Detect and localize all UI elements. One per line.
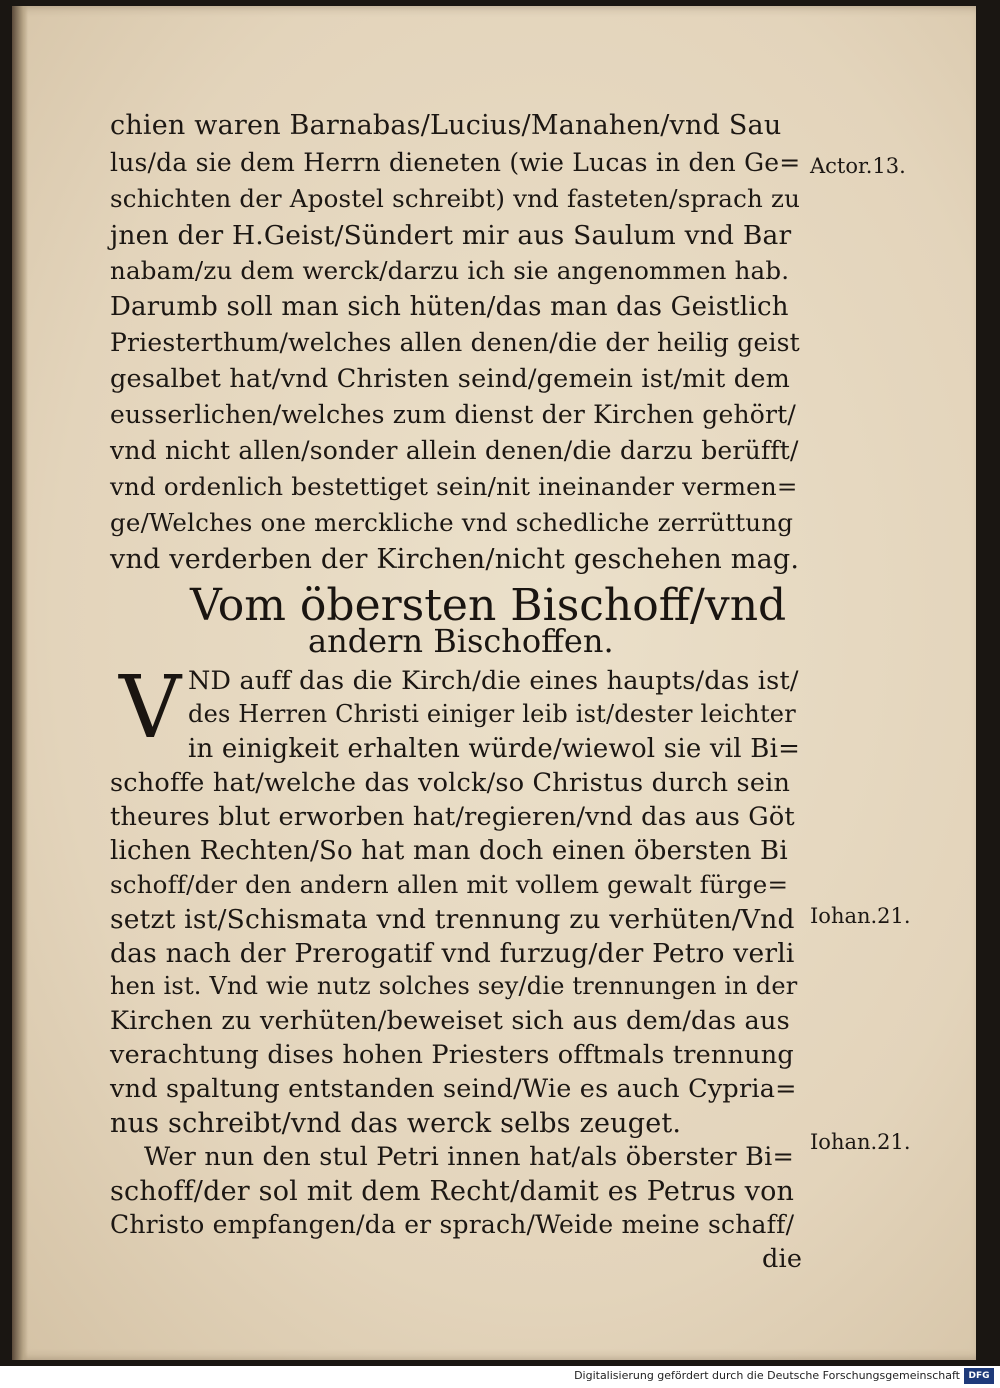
text-line: Darumb soll man sich hüten/das man das Geistlich (110, 292, 789, 322)
text-line: gesalbet hat/vnd Christen seind/gemein ist/mit dem (110, 364, 790, 394)
text-line: nus schreibt/vnd das werck selbs zeuget. (110, 1108, 682, 1139)
section-heading: Vom öbersten Bischoff/vnd (190, 580, 787, 631)
book-page (12, 6, 976, 1360)
text-line: lus/da sie dem Herrn dieneten (wie Lucas in den Ge= (110, 148, 801, 177)
page-gutter-shadow (12, 6, 28, 1360)
text-line: Christo empfangen/da er sprach/Weide meine schaff/ (110, 1210, 795, 1239)
text-line: jnen der H.Geist/Sündert mir aus Saulum vnd Bar (110, 220, 792, 251)
text-line: nabam/zu dem werck/darzu ich sie angenommen hab. (110, 256, 790, 285)
dfg-logo-icon: DFG (964, 1368, 994, 1384)
text-line: lichen Rechten/So hat man doch einen öbersten Bi (110, 836, 788, 866)
text-line: Wer nun den stul Petri innen hat/als öberster Bi= (144, 1142, 795, 1172)
text-line: des Herren Christi einiger leib ist/dester leichter (188, 700, 796, 728)
text-line: hen ist. Vnd wie nutz solches sey/die trennungen in der (110, 972, 798, 1000)
text-line: in einigkeit erhalten würde/wiewol sie vil Bi= (188, 734, 801, 764)
text-line: chien waren Barnabas/Lucius/Manahen/vnd Sau (110, 110, 782, 141)
text-line: vnd nicht allen/sonder allein denen/die darzu berüfft/ (110, 436, 799, 465)
decorated-initial: V (118, 658, 182, 758)
text-line: verachtung dises hohen Priesters offtmals trennung (110, 1040, 794, 1070)
text-line: vnd spaltung entstanden seind/Wie es auch Cypria= (110, 1074, 797, 1104)
margin-note: Actor.13. (810, 154, 906, 178)
funding-notice: Digitalisierung gefördert durch die Deutsche Forschungsgemeinschaft (574, 1369, 960, 1382)
footer-bar (0, 1366, 1000, 1388)
catchword: die (762, 1244, 803, 1274)
text-line: ge/Welches one merckliche vnd schedliche zerrüttung (110, 508, 794, 537)
text-line: das nach der Prerogatif vnd furzug/der Petro verli (110, 938, 795, 969)
text-line: Kirchen zu verhüten/beweiset sich aus dem/das aus (110, 1006, 790, 1036)
text-line: setzt ist/Schismata vnd trennung zu verhüten/Vnd (110, 904, 795, 935)
text-line: schoffe hat/welche das volck/so Christus durch sein (110, 768, 791, 798)
margin-note: Iohan.21. (810, 1130, 911, 1154)
text-line: schichten der Apostel schreibt) vnd fasteten/sprach zu (110, 184, 801, 213)
text-line: vnd ordenlich bestettiget sein/nit ineinander vermen= (110, 472, 798, 501)
text-line: schoff/der sol mit dem Recht/damit es Petrus von (110, 1176, 795, 1207)
text-line: vnd verderben der Kirchen/nicht geschehen mag. (110, 544, 800, 575)
text-line: eusserlichen/welches zum dienst der Kirchen gehört/ (110, 400, 797, 429)
margin-note: Iohan.21. (810, 904, 911, 928)
text-line: schoff/der den andern allen mit vollem gewalt fürge= (110, 870, 789, 899)
section-subheading: andern Bischoffen. (308, 622, 614, 660)
text-line: ND auff das die Kirch/die eines haupts/das ist/ (188, 666, 799, 696)
text-line: theures blut erworben hat/regieren/vnd das aus Göt (110, 802, 795, 832)
text-line: Priesterthum/welches allen denen/die der heilig geist (110, 328, 800, 357)
